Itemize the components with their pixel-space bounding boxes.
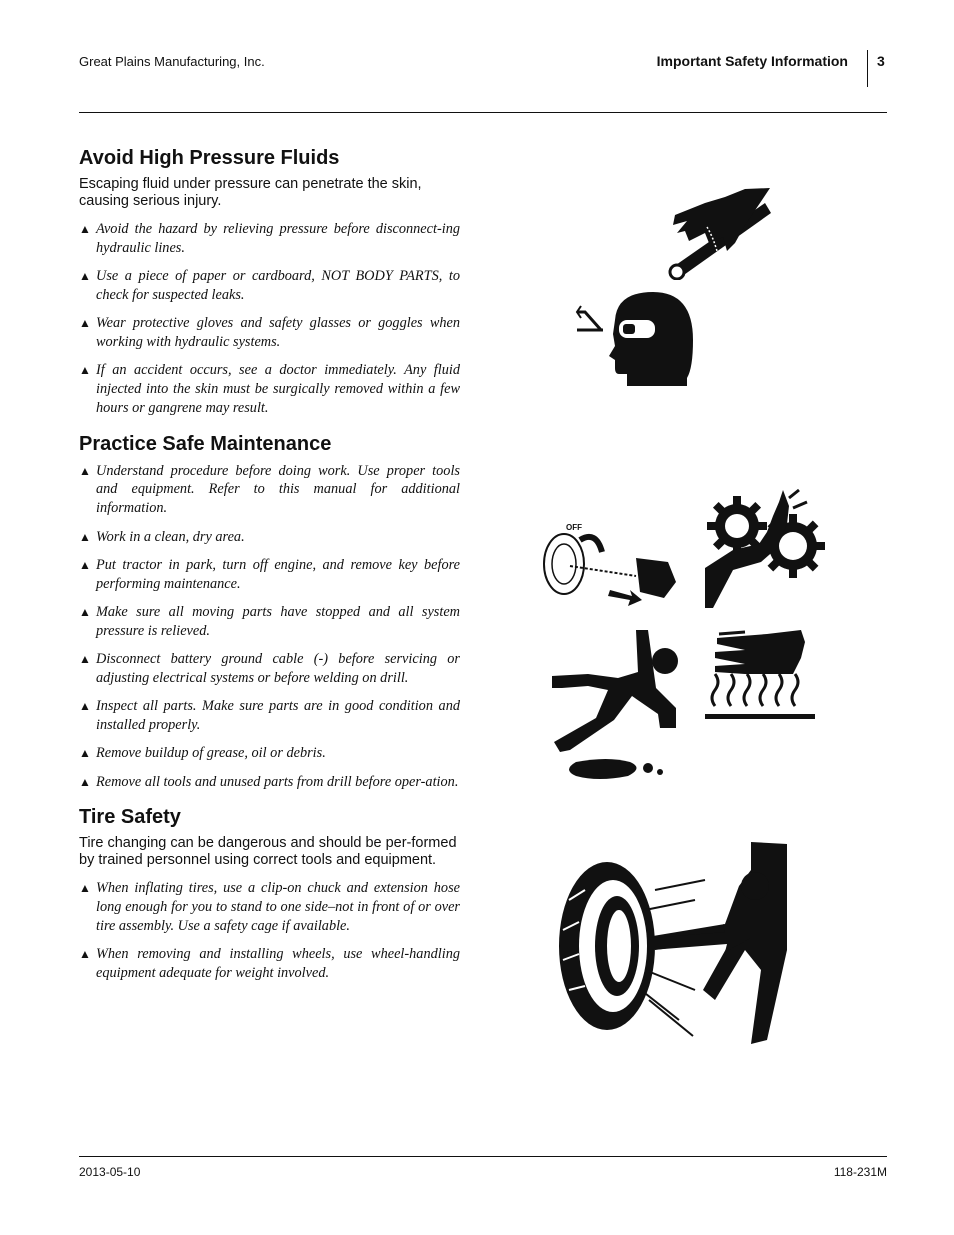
fluid-injection-hand-icon (665, 185, 775, 280)
triangle-bullet-icon: ▲ (79, 557, 91, 572)
section-heading: Practice Safe Maintenance (79, 432, 332, 455)
triangle-bullet-icon: ▲ (79, 363, 91, 378)
hot-surface-hand-icon (705, 628, 817, 723)
key-off-label: OFF (566, 523, 582, 532)
list-item: ▲ When inflating tires, use a clip-on chuck and extension hose long enough for you to stand to one side–not in front of or over tire assembly. Use a safety cage if available. (79, 880, 460, 934)
section-title: Important Safety Information (656, 53, 848, 69)
moving-gears-hand-icon (703, 488, 828, 610)
tire-explosion-icon (555, 840, 790, 1050)
triangle-bullet-icon: ▲ (79, 774, 91, 789)
company-name: Great Plains Manufacturing, Inc. (79, 54, 265, 69)
triangle-bullet-icon: ▲ (79, 652, 91, 667)
bullet-list (79, 220, 460, 418)
text-column (79, 146, 460, 992)
list-item: ▲ Use a piece of paper or cardboard, NOT BODY PARTS, to check for suspected leaks. (79, 268, 460, 303)
triangle-bullet-icon: ▲ (79, 529, 91, 544)
header-divider (867, 50, 868, 87)
footer-doc-number: 118-231M (833, 1165, 887, 1179)
safety-goggles-head-icon (575, 290, 700, 390)
triangle-bullet-icon: ▲ (79, 881, 91, 896)
triangle-bullet-icon: ▲ (79, 463, 91, 478)
list-item: ▲ Inspect all parts. Make sure parts are in good condition and installed properly. (79, 698, 460, 733)
list-item: ▲ When removing and installing wheels, use wheel-handling equipment adequate for weight involved. (79, 946, 460, 982)
triangle-bullet-icon: ▲ (79, 316, 91, 331)
triangle-bullet-icon: ▲ (79, 699, 91, 714)
list-item: ▲ If an accident occurs, see a doctor immediately. Any fluid injected into the skin must be surgically removed within a few hours or gangrene may result. (79, 362, 460, 416)
section-intro: Tire changing can be dangerous and should be per-formed by trained personnel using correct tools and equipment. (79, 835, 457, 869)
list-item: ▲ Remove all tools and unused parts from drill before oper-ation. (79, 773, 459, 790)
section-heading: Avoid High Pressure Fluids (79, 147, 340, 169)
triangle-bullet-icon: ▲ (79, 269, 91, 284)
section-tire-safety (79, 805, 460, 982)
list-item: ▲ Make sure all moving parts have stopped and all system pressure is relieved. (79, 603, 460, 639)
list-item: ▲ Remove buildup of grease, oil or debris. (79, 745, 326, 762)
bottom-rule (79, 1156, 887, 1157)
section-heading: Tire Safety (79, 806, 181, 829)
triangle-bullet-icon: ▲ (79, 746, 91, 761)
top-rule (79, 112, 887, 113)
list-item: ▲ Wear protective gloves and safety glasses or goggles when working with hydraulic systems. (79, 315, 460, 350)
triangle-bullet-icon: ▲ (79, 222, 91, 236)
remove-key-icon (540, 518, 685, 610)
section-intro: Escaping fluid under pressure can penetrate the skin, causing serious injury. (79, 176, 422, 209)
list-item: ▲ Avoid the hazard by relieving pressure before disconnect-ing hydraulic lines. (79, 221, 460, 256)
list-item: ▲ Understand procedure before doing work. Use proper tools and equipment. Refer to this manual for additional information. (79, 462, 460, 517)
bullet-list (79, 879, 460, 982)
triangle-bullet-icon: ▲ (79, 947, 91, 962)
page-number: 3 (877, 53, 885, 69)
section-maintenance (79, 432, 460, 792)
list-item: ▲ Work in a clean, dry area. (79, 528, 245, 545)
slip-hazard-icon (548, 628, 688, 783)
section-high-pressure (79, 146, 460, 418)
bullet-list (79, 462, 460, 792)
list-item: ▲ Put tractor in park, turn off engine, and remove key before performing maintenance. (79, 556, 460, 592)
list-item: ▲ Disconnect battery ground cable (-) before servicing or adjusting electrical systems or before welding on drill. (79, 651, 460, 686)
footer-date: 2013-05-10 (79, 1165, 141, 1179)
triangle-bullet-icon: ▲ (79, 604, 91, 619)
